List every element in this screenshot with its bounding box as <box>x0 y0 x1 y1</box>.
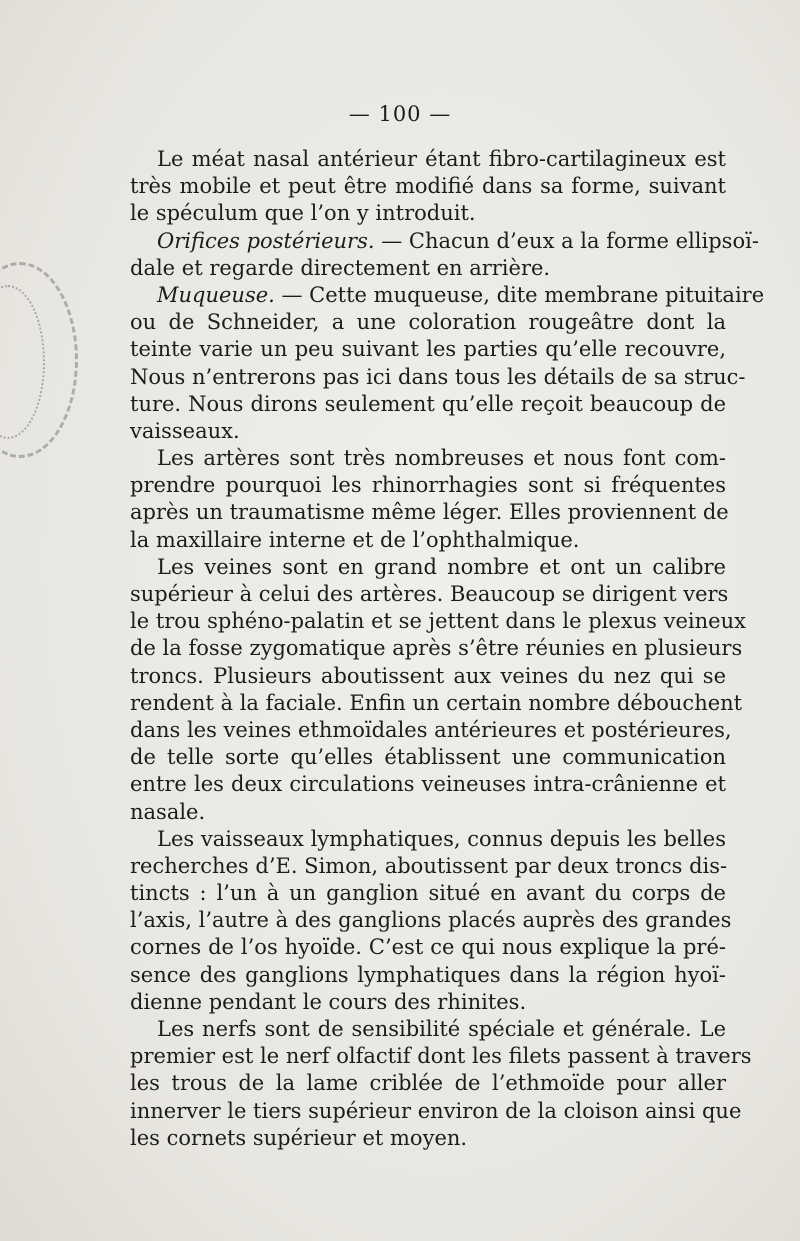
text-line <box>130 418 726 445</box>
text-line <box>130 934 726 961</box>
section-heading: Muqueuse. <box>157 282 275 307</box>
line-text: rendent à la faciale. Enfin un certain nombre débouchent <box>130 690 743 715</box>
line-text: Les veines sont en grand nombre et ont un calibre <box>157 554 726 579</box>
line-text: prendre pourquoi les rhinorrhagies sont si fréquentes <box>130 473 726 498</box>
line-text: troncs. Plusieurs aboutissent aux veines du nez qui se <box>130 663 726 688</box>
line-text: supérieur à celui des artères. Beaucoup se dirigent vers <box>130 582 729 606</box>
line-text: premier est le nerf olfactif dont les filets passent à travers <box>130 1044 752 1069</box>
line-text: — Cette muqueuse, dite membrane pituitaire <box>274 282 765 307</box>
line-text: Les nerfs sont de sensibilité spéciale et générale. Le <box>157 1017 726 1041</box>
text-line <box>130 663 726 690</box>
line-text: l’axis, l’autre à des ganglions placés auprès des grandes <box>130 908 732 933</box>
text-line <box>130 581 729 608</box>
text-line <box>130 989 726 1016</box>
text-line <box>130 364 746 391</box>
text-line <box>130 391 726 418</box>
text-line <box>130 336 726 363</box>
text-line <box>130 1070 726 1097</box>
line-text: les cornets supérieur et moyen. <box>130 1125 468 1150</box>
text-line <box>130 853 726 880</box>
text-line <box>130 717 732 744</box>
line-text: cornes de l’os hyoïde. C’est ce qui nous explique la pré- <box>130 935 726 960</box>
text-line <box>130 880 726 907</box>
line-text: après un traumatisme même léger. Elles proviennent de <box>130 500 729 525</box>
text-line <box>130 826 726 853</box>
text-line <box>130 472 726 499</box>
line-text: la maxillaire interne et de l’ophthalmique. <box>130 527 580 552</box>
line-text: les trous de la lame criblée de l’ethmoïde pour aller <box>130 1071 726 1096</box>
line-text: — Chacun d’eux a la forme ellipsoï- <box>374 228 759 253</box>
text-line <box>130 1016 726 1043</box>
line-text: tincts : l’un à un ganglion situé en avant du corps de <box>130 881 726 906</box>
text-line <box>130 228 759 255</box>
line-text: très mobile et peut être modifié dans sa forme, suivant <box>130 174 726 199</box>
text-line <box>130 499 729 526</box>
text-line <box>130 200 726 227</box>
line-text: teinte varie un peu suivant les parties qu’elle recouvre, <box>130 337 726 362</box>
line-text: nasale. <box>130 799 206 824</box>
text-line <box>130 309 726 336</box>
library-stamp <box>0 262 78 458</box>
line-text: Les artères sont très nombreuses et nous font com- <box>157 446 726 471</box>
line-text: sence des ganglions lymphatiques dans la région hyoï- <box>130 962 726 987</box>
text-line <box>130 255 726 282</box>
body-text <box>130 146 765 1152</box>
line-text: dans les veines ethmoïdales antérieures et postérieures, <box>130 717 732 742</box>
text-line <box>130 690 743 717</box>
text-line <box>130 771 726 798</box>
line-text: Les vaisseaux lymphatiques, connus depuis les belles <box>157 826 726 851</box>
section-heading: Orifices postérieurs. <box>157 228 375 253</box>
page-number: — 100 — <box>348 102 452 126</box>
line-text: ture. Nous dirons seulement qu’elle reçoit beaucoup de <box>130 391 726 416</box>
text-line <box>130 527 726 554</box>
line-text: dale et regarde directement en arrière. <box>130 255 551 280</box>
text-line <box>130 907 732 934</box>
line-text: dienne pendant le cours des rhinites. <box>130 989 527 1014</box>
line-text: le spéculum que l’on y introduit. <box>130 201 476 226</box>
text-line <box>130 146 726 173</box>
line-text: vaisseaux. <box>130 418 240 443</box>
line-text: innerver le tiers supérieur environ de la cloison ainsi que <box>130 1098 742 1123</box>
line-text: entre les deux circulations veineuses intra-crânienne et <box>130 772 726 797</box>
line-text: recherches d’E. Simon, aboutissent par deux troncs dis- <box>130 853 728 878</box>
line-text: Nous n’entrerons pas ici dans tous les détails de sa struc- <box>130 364 746 389</box>
text-line <box>130 1125 726 1152</box>
text-line <box>130 635 743 662</box>
text-line <box>130 608 746 635</box>
line-text: de la fosse zygomatique après s’être réunies en plusieurs <box>130 636 743 661</box>
text-line <box>130 282 765 309</box>
line-text: le trou sphéno-palatin et se jettent dans le plexus veineux <box>130 609 746 634</box>
text-line <box>130 554 726 581</box>
text-line <box>130 1098 742 1125</box>
line-text: de telle sorte qu’elles établissent une communication <box>130 745 726 770</box>
library-stamp-inner-ring <box>0 285 45 439</box>
text-line <box>130 744 726 771</box>
text-line <box>130 962 726 989</box>
text-line <box>130 799 726 826</box>
text-line <box>130 445 726 472</box>
text-line <box>130 1043 752 1070</box>
text-line <box>130 173 726 200</box>
line-text: ou de Schneider, a une coloration rougeâtre dont la <box>130 310 726 335</box>
line-text: Le méat nasal antérieur étant fibro-cartilagineux est <box>157 147 726 171</box>
